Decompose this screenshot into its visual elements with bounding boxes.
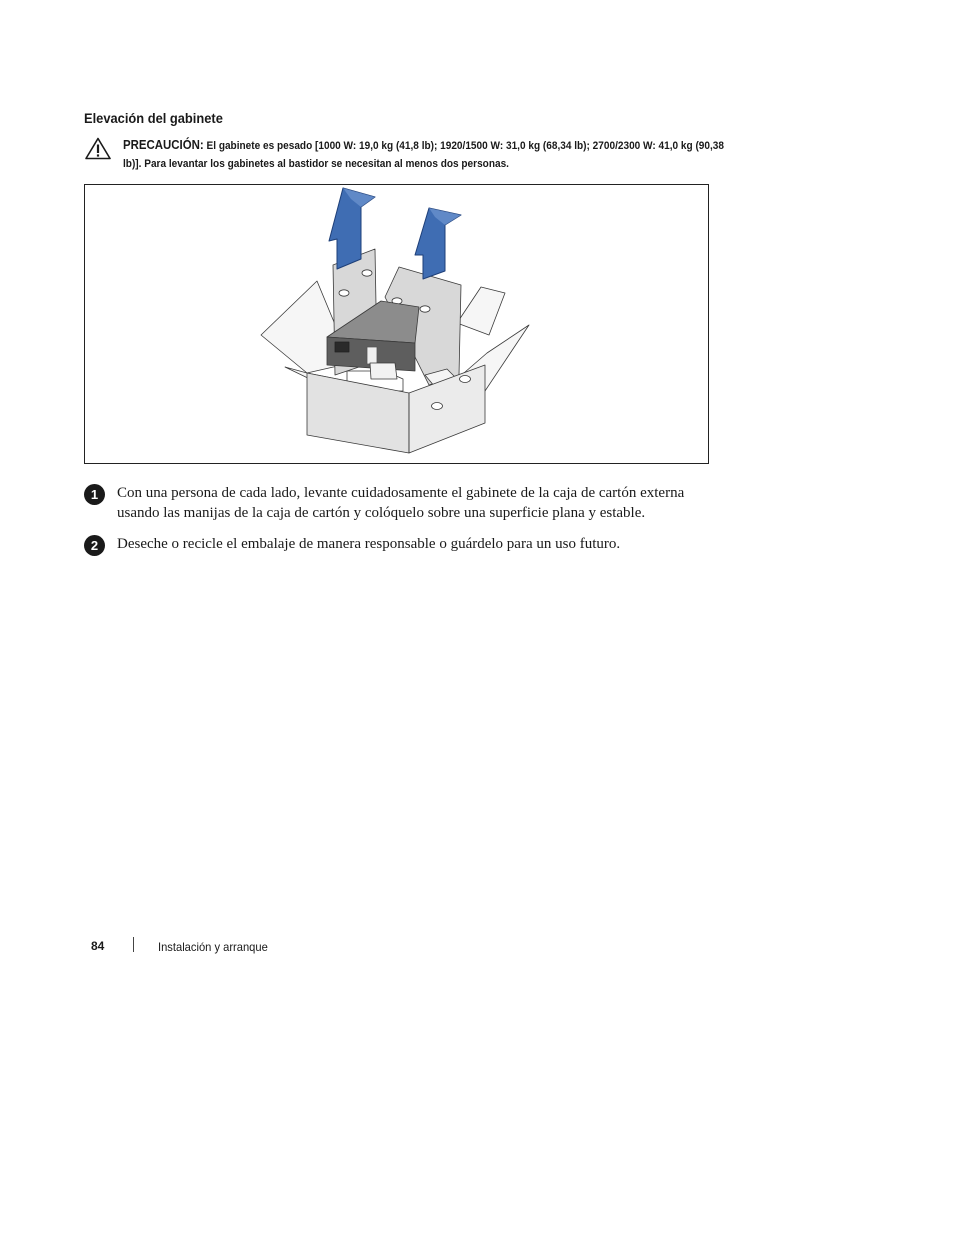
caution-body: El gabinete es pesado [1000 W: 19,0 kg (41,8 lb); 1920/1500 W: 31,0 kg (68,34 lb); 2700/2300 W: 41,0 kg (90,38 lb)]. Para levantar los gabinetes al bastidor se necesitan al menos dos personas. xyxy=(123,140,724,170)
page-number: 84 xyxy=(91,939,105,953)
step-number-badge: 2 xyxy=(84,535,105,556)
step-text: Con una persona de cada lado, levante cuidadosamente el gabinete de la caja de cartón externa usando las manijas de la caja de cartón y colóquelo sobre una superficie plana y estable. xyxy=(117,485,685,521)
footer-divider xyxy=(133,937,134,952)
section-title: Elevación del gabinete xyxy=(84,110,223,126)
caution-label: PRECAUCIÓN: xyxy=(123,138,204,152)
warning-triangle-icon xyxy=(85,137,111,160)
step-text: Deseche o recicle el embalaje de manera responsable o guárdelo para un uso futuro. xyxy=(117,536,621,552)
box-lift-illustration xyxy=(85,185,708,463)
chapter-title: Instalación y arranque xyxy=(158,940,268,954)
unpacking-illustration xyxy=(84,184,709,464)
caution-note xyxy=(123,136,734,173)
step-number-badge: 1 xyxy=(84,484,105,505)
